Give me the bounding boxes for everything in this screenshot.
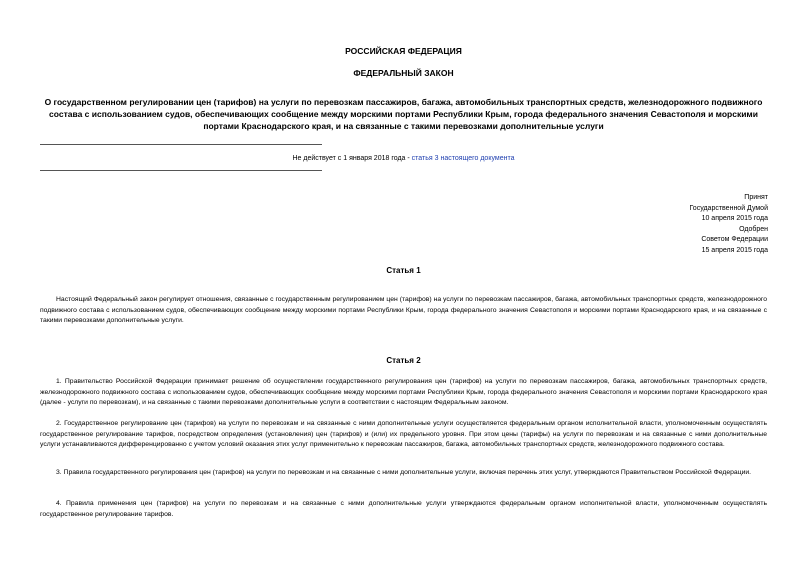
adoption-block <box>689 193 768 256</box>
adoption-line: Советом Федерации <box>701 236 768 243</box>
adoption-line: Принят <box>744 194 768 201</box>
article-2-paragraph-4: 4. Правила применения цен (тарифов) на услуги по перевозкам и на связанные с ними дополнительные услуги утверждаются федеральным органом исполнительной власти, уполномоченным осуществлять государственное регулирование тарифов. <box>40 500 767 518</box>
law-title: О государственном регулировании цен (тарифов) на услуги по перевозкам пассажиров, багажа, автомобильных транспортных средств, железнодорожного подвижного состава с использованием судов, обеспечивающих сообщение между морскими портами Республики Крым, города федерального значения Севастополя и морскими портами Краснодарского края, и на связанные с такими перевозками дополнительные услуги <box>44 97 763 131</box>
doc-type-heading: ФЕДЕРАЛЬНЫЙ ЗАКОН <box>353 68 454 78</box>
article-2-paragraph-2: 2. Государственное регулирование цен (тарифов) на услуги по перевозкам и на связанные с ними дополнительные услуги осуществляется федеральным органом исполнительной власти, уполномоченным осуществлять государственное регулирование тарифов, посредством определения (установления) цен (тарифов) и (или) их предельного уровня. При этом цены (тарифы) на услуги по перевозкам и на связанные с ними дополнительные услуги устанавливаются дифференцированно с учетом условий оказания этих услуг применительно к перевозкам пассажиров, багажа, автомобильных транспортных средств, железнодорожного подвижного состава. <box>40 420 767 449</box>
adoption-line: 15 апреля 2015 года <box>701 246 768 254</box>
article-2-paragraph-3: 3. Правила государственного регулирования цен (тарифов) на услуги по перевозкам и на связанные с ними дополнительные услуги, включая перечень этих услуг, утверждаются Правительством Российской Федерации. <box>56 469 752 476</box>
status-note <box>0 155 807 162</box>
status-text: Не действует с 1 января 2018 года - <box>292 155 412 162</box>
article-1-text: Настоящий Федеральный закон регулирует отношения, связанные с государственным регулированием цен (тарифов) на услуги по перевозкам пассажиров, багажа, автомобильных транспортных средств, железнодорожного подвижного состава с использованием судов, обеспечивающих сообщение между морскими портами Республики Крым, города федерального значения Севастополя и морскими портами Краснодарского края, и на связанные с такими перевозками дополнительные услуги. <box>40 296 767 325</box>
adoption-line: 10 апреля 2015 года <box>701 215 768 222</box>
country-heading: РОССИЙСКАЯ ФЕДЕРАЦИЯ <box>345 46 462 56</box>
top-rule <box>40 144 322 145</box>
adoption-line: Государственной Думой <box>689 204 768 212</box>
article-2-paragraph-1: 1. Правительство Российской Федерации принимает решение об осуществлении государственного регулирования цен (тарифов) на услуги по перевозкам пассажиров, багажа, автомобильных транспортных средств, железнодорожного подвижного состава с использованием судов, обеспечивающих сообщение между морскими портами Республики Крым, города федерального значения Севастополя и морскими портами Краснодарского края (далее - услуги по перевозкам), и на связанные с такими перевозками дополнительные услуги в соответствии с настоящим Федеральным законом. <box>40 378 767 407</box>
status-link[interactable]: статья 3 настоящего документа <box>411 155 515 162</box>
bottom-rule <box>40 170 322 171</box>
article-2-heading: Статья 2 <box>386 356 421 365</box>
adoption-line: Одобрен <box>739 225 768 233</box>
article-1-heading: Статья 1 <box>386 266 421 275</box>
